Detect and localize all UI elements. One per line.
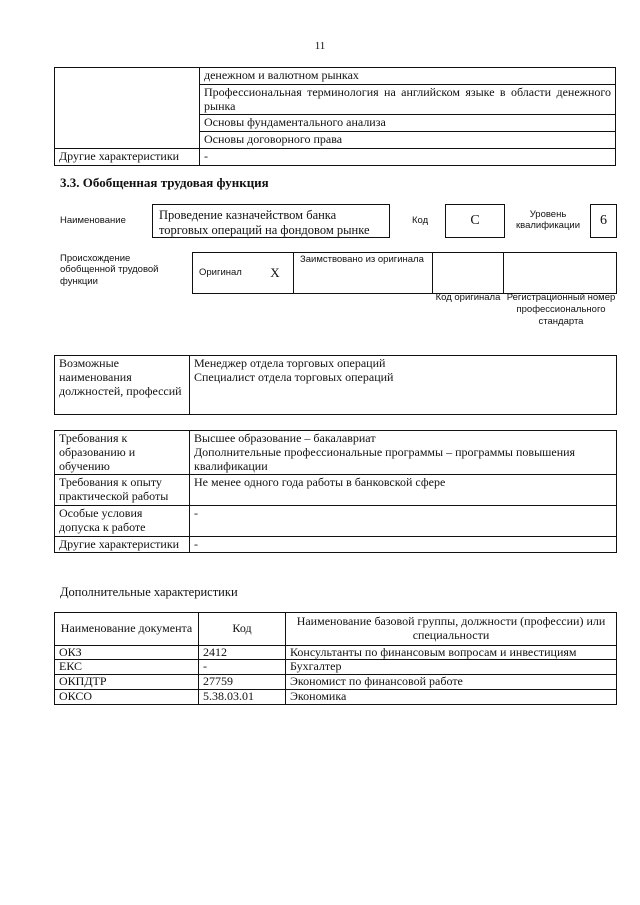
- extra-title: Дополнительные характеристики: [60, 585, 238, 599]
- table-header-row: [55, 613, 617, 646]
- requirement-line: Высшее образование – бакалавриат: [194, 431, 376, 445]
- code-original-caption: Код оригинала: [435, 292, 501, 303]
- table-cell: ОКЗ: [55, 645, 199, 660]
- borrowed-label: Заимствовано из оригинала: [294, 253, 433, 294]
- table-cell: Основы договорного права: [200, 132, 616, 149]
- position-item: Специалист отдела торговых операций: [194, 369, 394, 384]
- column-header: Код: [199, 613, 286, 646]
- table-cell: -: [190, 536, 617, 553]
- code-label: Код: [412, 215, 429, 226]
- code-box: C: [445, 204, 505, 238]
- original-label: Оригинал: [193, 253, 258, 294]
- row-label: Другие характеристики: [55, 148, 200, 165]
- table-row: [55, 431, 617, 475]
- table-cell: -: [200, 148, 616, 165]
- row-label: Особые условия допуска к работе: [55, 505, 190, 536]
- table-row: [55, 356, 617, 415]
- column-header: Наименование базовой группы, должности (профессии) или специальности: [286, 613, 617, 646]
- row-label: Другие характеристики: [55, 536, 190, 553]
- table-cell: Экономика: [286, 689, 617, 704]
- table-cell: Консультанты по финансовым вопросам и инвестициям: [286, 645, 617, 660]
- positions-table: [54, 355, 617, 415]
- table-row: [55, 475, 617, 506]
- function-name-box: Проведение казначейством банка торговых операций на фондовом рынке: [152, 204, 390, 238]
- table-cell: [190, 356, 617, 415]
- table-cell: Основы фундаментального анализа: [200, 115, 616, 132]
- table-cell: -: [190, 505, 617, 536]
- table-cell: ОКПДТР: [55, 675, 199, 690]
- table-row: [55, 645, 617, 660]
- table-cell: ОКСО: [55, 689, 199, 704]
- section-heading: 3.3. Обобщенная трудовая функция: [60, 175, 269, 190]
- origin-table: [192, 252, 617, 294]
- requirement-line: Дополнительные профессиональные программы – программы повышения квалификации: [194, 444, 576, 473]
- table-row: [55, 505, 617, 536]
- table-row: [55, 660, 617, 675]
- table-cell: 2412: [199, 645, 286, 660]
- table-cell: 5.38.03.01: [199, 689, 286, 704]
- table-cell: [190, 431, 617, 475]
- origin-label: Происхождение обобщенной трудовой функции: [60, 253, 159, 287]
- table-cell: ЕКС: [55, 660, 199, 675]
- empty-label-cell: [55, 68, 200, 149]
- table-cell: денежном и валютном рынках: [200, 68, 616, 85]
- table-row: [55, 675, 617, 690]
- row-label: Возможные наименования должностей, профессий: [55, 356, 190, 415]
- table-cell: Профессиональная терминология на английском языке в области денежного рынка: [200, 84, 616, 115]
- position-item: Менеджер отдела торговых операций: [194, 356, 386, 370]
- row-label: Требования к опыту практической работы: [55, 475, 190, 506]
- level-box: 6: [590, 204, 617, 238]
- reg-number-caption: Регистрационный номер профессионального стандарта: [506, 292, 616, 327]
- original-mark: X: [257, 253, 294, 294]
- reg-number-cell: [504, 253, 617, 294]
- table-cell: 27759: [199, 675, 286, 690]
- table-row: [55, 536, 617, 553]
- page-number: 11: [314, 40, 326, 52]
- row-label: Требования к образованию и обучению: [55, 431, 190, 475]
- table-cell: -: [199, 660, 286, 675]
- code-original-cell: [433, 253, 504, 294]
- table-row: [55, 689, 617, 704]
- table-cell: Экономист по финансовой работе: [286, 675, 617, 690]
- table-row: [55, 148, 616, 165]
- column-header: Наименование документа: [55, 613, 199, 646]
- table-row: [193, 253, 617, 294]
- level-label: Уровень квалификации: [515, 209, 581, 232]
- name-label: Наименование: [60, 215, 126, 226]
- requirements-table: [54, 430, 617, 553]
- continuation-table: [54, 67, 616, 166]
- table-cell: Не менее одного года работы в банковской сфере: [190, 475, 617, 506]
- extra-characteristics-table: [54, 612, 617, 705]
- table-row: [55, 68, 616, 85]
- table-cell: Бухгалтер: [286, 660, 617, 675]
